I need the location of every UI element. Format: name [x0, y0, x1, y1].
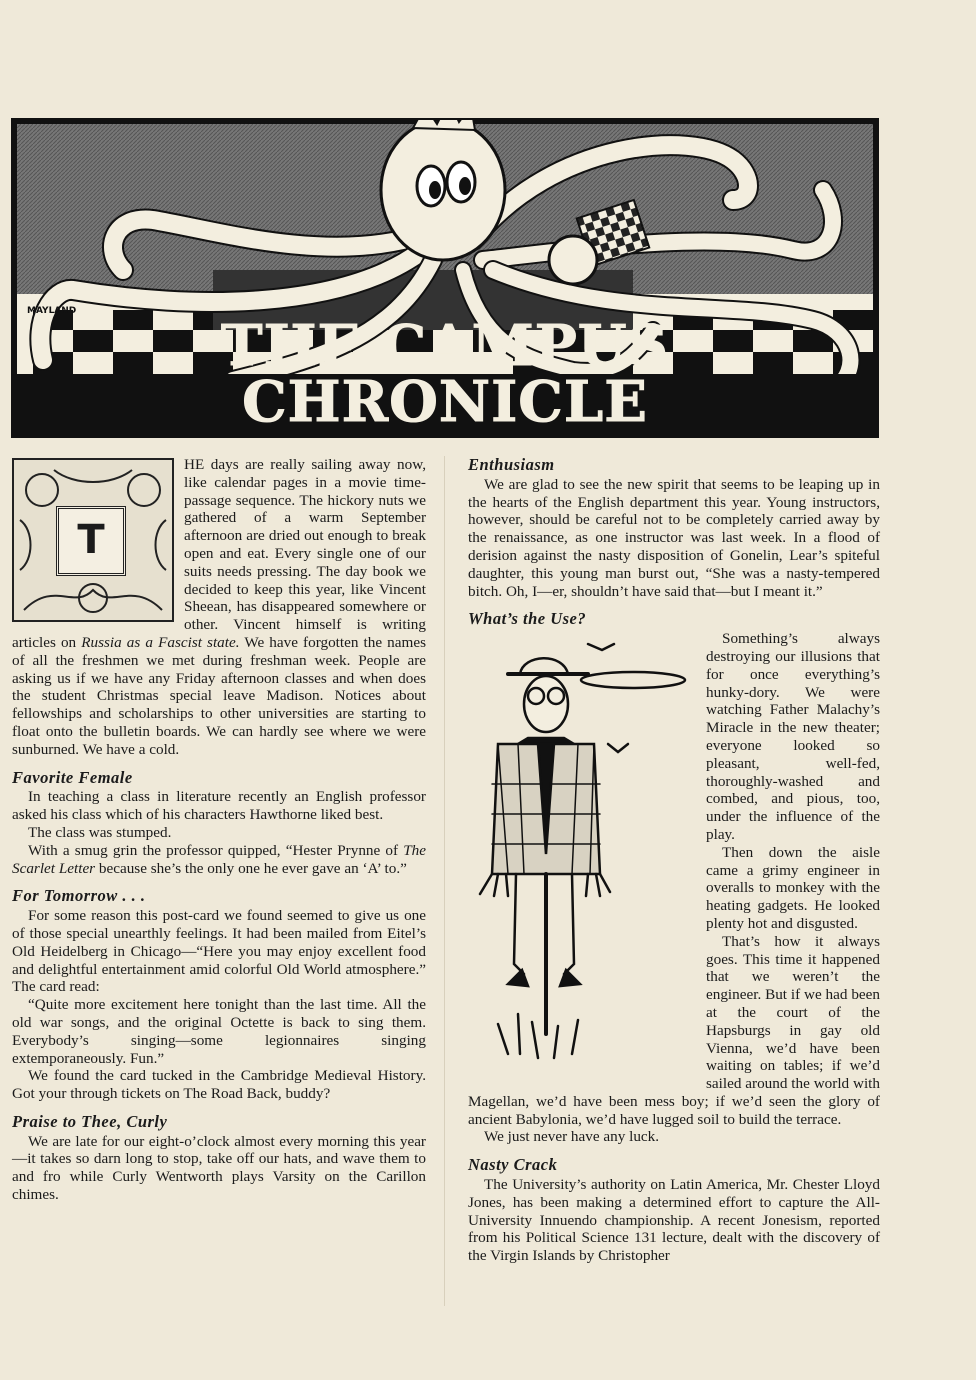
for-tomorrow-p2: “Quite more excitement here tonight than the last time. All the old war songs, and the original Octette is back to sing them. Everybody’s singing—some legionnaires singing extemporaneously. Fun.”: [12, 996, 426, 1067]
scarecrow-illustration: [468, 634, 698, 1086]
for-tomorrow-heading: For Tomorrow . . .: [12, 886, 146, 906]
for-tomorrow-p3: We found the card tucked in the Cambridge Medieval History. Got your through tickets on The Road Back, buddy?: [12, 1067, 426, 1103]
ornamental-drop-cap: [12, 458, 174, 622]
masthead-banner: [11, 118, 879, 438]
favorite-female-p1: In teaching a class in literature recently an English professor asked his class which of his characters Hawthorne liked best.: [12, 788, 426, 824]
for-tomorrow-p1: For some reason this post-card we found seemed to give us one of those special unearthly feelings. It had been mailed from Eitel’s Old Heidelberg in Chicago—“Here you may enjoy excellent food and delightful entertainment amid colorful Old World atmosphere.” The card read:: [12, 907, 426, 996]
favorite-female-heading: Favorite Female: [12, 767, 133, 787]
enthusiasm-p1: We are glad to see the new spirit that seems to be leaping up in the hearts of the English department this year. Young instructors, however, should be careful not to be completely carried away by the renaissance, as one instructor was last week. In a flood of derision against the nasty disposition of Gonelin, Lear’s spiteful daughter, this young man burst out, “She was a nasty-tempered bitch. Oh, I—er, shouldn’t have said that—but I meant it.”: [468, 475, 880, 600]
whats-the-use-heading: What’s the Use?: [468, 609, 587, 629]
intro-paragraph: HE days are really sailing away now, like calendar pages in a movie time-passage sequence. The hickory nuts we gathered of a warm September afternoon are dried out enough to break open and eat. Every single one of our suits needs pressing. The day book we decided to keep this year, like Vincent Sheean, has disappeared somewhere or other. Vincent himself is writing articles on Russia as a Fascist state. We have forgotten the names of all the freshmen we met during freshman week. People are asking us if we have any Friday afternoon classes and when does the student Christmas special leave Madison. Notices about fellowships and scholarships to other universities are starting to float onto the bulletin boards. We can hardly see where we were sunburned. We have a cold.: [12, 456, 426, 758]
crown-icon: [413, 120, 475, 130]
praise-curly-heading: Praise to Thee, Curly: [12, 1111, 168, 1131]
drop-cap-letter: T: [56, 506, 126, 576]
whats-the-use-p1: Something’s always destroying our illusions that for once everything’s hunky-dory. We were watching Father Malachy’s Miracle in the new theater; everyone looked so pleasant, well-fed, thoroughly-washed and combed, and pious, too, under the influence of the play.: [706, 630, 880, 843]
right-column: [468, 456, 880, 1265]
left-column: [12, 456, 426, 1204]
masthead-title: THE CAMPUS CHRONICLE: [220, 313, 670, 435]
enthusiasm-heading: Enthusiasm: [468, 455, 555, 474]
whats-the-use-p4: We just never have any luck.: [484, 1128, 660, 1146]
nasty-crack-p1: The University’s authority on Latin America, Mr. Chester Lloyd Jones, has been making a determined effort to capture the All-University Innuendo championship. A recent Jonesism, reported from his Political Science 131 lecture, dealt with the discovery of the Virgin Islands by Christopher: [468, 1176, 880, 1265]
praise-curly-p1: We are late for our eight-o’clock almost every morning this year—it takes so darn long to stop, take off our hats, and wave them to and fro while Curly Wentworth plays Varsity on the Carillon chimes.: [12, 1132, 426, 1204]
favorite-female-p3: With a smug grin the professor quipped, “Hester Prynne of The Scarlet Letter because she’s the only one he ever gave an ‘A’ to.”: [12, 841, 426, 877]
whats-the-use-p2: Then down the aisle came a grimy engineer in overalls to monkey with the heating gadgets. He looked plenty hot and disgusted.: [706, 843, 880, 932]
favorite-female-p2: The class was stumped.: [28, 823, 172, 841]
whats-the-use-p3: That’s how it always goes. This time it happened that we weren’t the engineer. But if we had been at the court of the Hapsburgs in gay old Vienna, we’d have been waiting on tables; if we’d sailed around the world with Magellan, we’d have been mess boy; if we’d seen the glory of ancient Babylonia, we’d have lugged soil to build the terrace.: [468, 932, 880, 1128]
nasty-crack-heading: Nasty Crack: [468, 1155, 558, 1175]
column-divider: [444, 456, 445, 1306]
artist-signature: MAYLAND: [27, 306, 77, 316]
